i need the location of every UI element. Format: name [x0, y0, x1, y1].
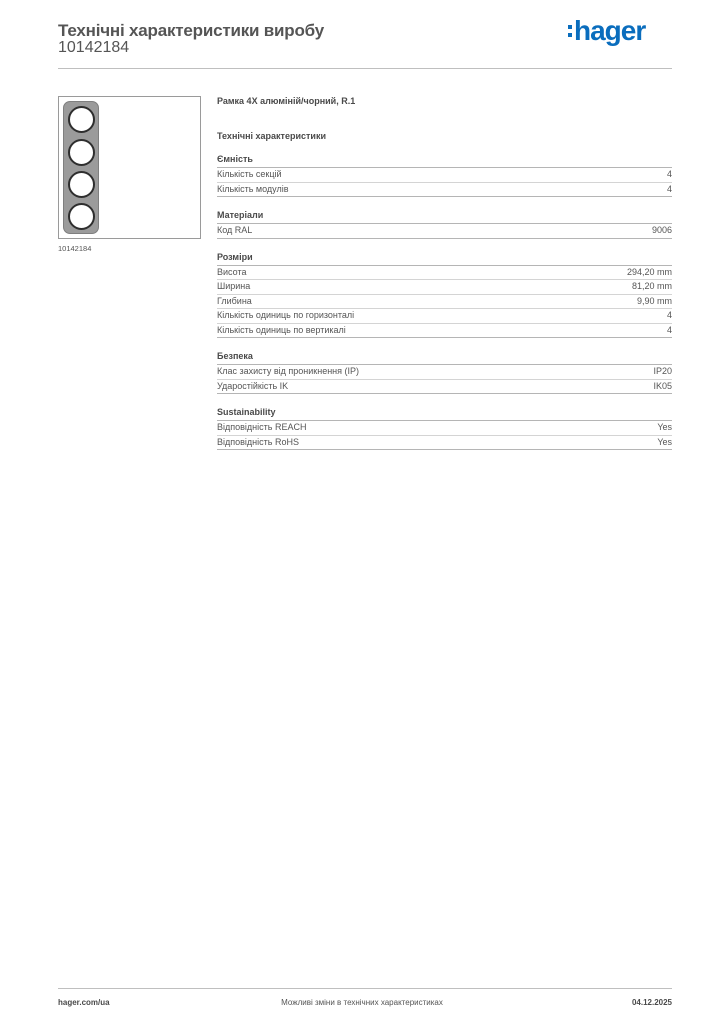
group-heading: Розміри: [217, 252, 672, 266]
group-heading: Ємність: [217, 154, 672, 168]
spec-label: Кількість секцій: [217, 169, 282, 179]
spec-label: Ширина: [217, 281, 251, 291]
spec-row: [217, 365, 672, 380]
spec-row: [217, 309, 672, 324]
group-heading: Матеріали: [217, 210, 672, 224]
spec-value: 9,90 mm: [636, 295, 672, 306]
spec-label: Кількість одиниць по вертикалі: [217, 324, 346, 335]
footer-website[interactable]: hager.com/ua: [58, 998, 110, 1007]
product-code: 10142184: [58, 39, 130, 56]
spec-label: Кількість одиниць по горизонталі: [217, 310, 355, 320]
spec-label: Відповідність REACH: [217, 422, 307, 432]
footer-notice: Можливі зміни в технічних характеристиках: [281, 998, 443, 1007]
spec-row: [217, 324, 672, 339]
spec-row: [217, 280, 672, 295]
socket-opening-icon: [68, 203, 95, 230]
spec-value: 4: [666, 183, 672, 194]
hager-logo[interactable]: [568, 14, 645, 48]
logo-text: hager: [574, 15, 646, 46]
section-heading: Технічні характеристики: [217, 131, 326, 141]
image-caption: 10142184: [58, 244, 92, 253]
socket-opening-icon: [68, 106, 95, 133]
spec-label: Кількість модулів: [217, 183, 289, 194]
header-divider: [58, 68, 672, 69]
spec-row: [217, 436, 672, 451]
spec-groups: [217, 154, 672, 450]
group-rows: [217, 168, 672, 197]
spec-value: Yes: [657, 422, 672, 432]
spec-value: 4: [666, 169, 672, 179]
spec-label: Ударостійкість IK: [217, 380, 289, 391]
spec-row: [217, 421, 672, 436]
spec-row: [217, 380, 672, 395]
socket-opening-icon: [68, 139, 95, 166]
spec-label: Глибина: [217, 295, 252, 306]
footer-divider: [58, 988, 672, 989]
spec-sheet: [217, 96, 672, 450]
spec-value: IK05: [653, 380, 672, 391]
socket-opening-icon: [68, 171, 95, 198]
page-title: Технічні характеристики виробу: [58, 21, 324, 40]
footer-date: 04.12.2025: [631, 998, 672, 1007]
group-rows: [217, 266, 672, 339]
spec-label: Код RAL: [217, 225, 253, 235]
group-rows: [217, 421, 672, 450]
spec-value: 4: [666, 324, 672, 335]
spec-label: Висота: [217, 266, 247, 277]
spec-value: IP20: [653, 366, 672, 376]
spec-value: 9006: [651, 225, 672, 235]
product-image: [58, 96, 201, 239]
spec-row: [217, 183, 672, 198]
frame-illustration: [63, 101, 99, 234]
spec-row: [217, 266, 672, 281]
group-rows: [217, 224, 672, 239]
spec-value: Yes: [657, 436, 672, 447]
group-heading: Безпека: [217, 351, 672, 365]
group-heading: Sustainability: [217, 407, 672, 421]
spec-row: [217, 224, 672, 239]
spec-label: Відповідність RoHS: [217, 436, 299, 447]
spec-value: 294,20 mm: [626, 266, 672, 277]
spec-row: [217, 168, 672, 183]
spec-value: 4: [666, 310, 672, 320]
spec-label: Клас захисту від проникнення (IP): [217, 366, 360, 376]
product-name: Рамка 4X алюміній/чорний, R.1: [217, 96, 356, 106]
spec-row: [217, 295, 672, 310]
spec-value: 81,20 mm: [631, 281, 672, 291]
logo-dots-icon: [568, 25, 572, 37]
group-rows: [217, 365, 672, 394]
